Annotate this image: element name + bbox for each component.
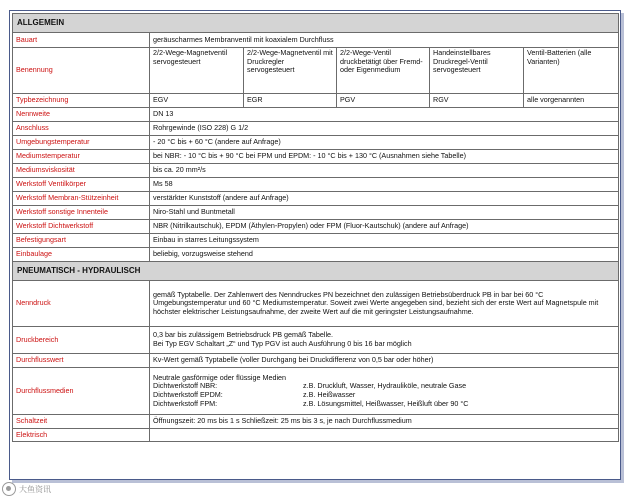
row-value (150, 327, 619, 354)
row-label: Typbezeichnung (13, 94, 150, 108)
row-mediumsviskositaet (13, 164, 619, 178)
row-value: beliebig, vorzugsweise stehend (150, 248, 619, 262)
medien-list (153, 382, 615, 408)
row-label: Bauart (13, 33, 150, 48)
row-label: Schaltzeit (13, 415, 150, 429)
section-title: PNEUMATISCH - HYDRAULISCH (13, 262, 619, 281)
row-value: Einbau in starres Leitungssystem (150, 234, 619, 248)
medien-value: z.B. Druckluft, Wasser, Hydrauliköle, neutrale Gase (303, 381, 467, 391)
row-anschluss (13, 122, 619, 136)
row-label: Nennweite (13, 108, 150, 122)
row-label: Mediumsviskosität (13, 164, 150, 178)
row-value: gemäß Typtabelle. Der Zahlenwert des Nenndruckes PN bezeichnet den zulässigen Betriebsüberdruck PB in bar bei 60 °C Umgebungstemperatur und 60 °C Mediumstemperatur. Soweit zwei Werte angegeben sind, bezieht sich der erste Wert auf Magnetspule mit höchster elektrischer Leistungsaufnahme, der zweite Wert auf die mit geringster Leistungsaufnahme. (150, 281, 619, 327)
row-umgebungstemperatur (13, 136, 619, 150)
row-einbaulage (13, 248, 619, 262)
row-value: DN 13 (150, 108, 619, 122)
row-elektrisch (13, 429, 619, 442)
row-value: NBR (Nitrilkautschuk), EPDM (Äthylen-Propylen) oder FPM (Fluor-Kautschuk) (andere auf Anfrage) (150, 220, 619, 234)
row-value: verstärkter Kunststoff (andere auf Anfrage) (150, 192, 619, 206)
benennung-col: 2/2-Wege-Magnetventil mit Druckregler servogesteuert (244, 48, 337, 94)
row-membran (13, 192, 619, 206)
row-befestigungsart (13, 234, 619, 248)
benennung-col: Handeinstellbares Druckregel-Ventil servogesteuert (430, 48, 524, 94)
medien-value: z.B. Lösungsmittel, Heißwasser, Heißluft über 90 °C (303, 398, 469, 408)
section-title: ALLGEMEIN (13, 14, 619, 33)
row-druckbereich (13, 327, 619, 354)
typ-col: EGR (244, 94, 337, 108)
benennung-col: 2/2-Wege-Magnetventil servogesteuert (150, 48, 244, 94)
row-schaltzeit (13, 415, 619, 429)
row-bauart (13, 33, 619, 48)
druckbereich-line: 0,3 bar bis zulässigem Betriebsdruck PB gemäß Tabelle. (153, 330, 334, 340)
row-label: Druckbereich (13, 327, 150, 354)
row-label: Nenndruck (13, 281, 150, 327)
row-benennung (13, 48, 619, 94)
benennung-col: Ventil-Batterien (alle Varianten) (524, 48, 619, 94)
row-ventilkoerper (13, 178, 619, 192)
row-nennweite (13, 108, 619, 122)
row-label: Werkstoff sonstige Innenteile (13, 206, 150, 220)
typ-col: EGV (150, 94, 244, 108)
watermark (2, 482, 51, 496)
section-allgemein (13, 14, 619, 33)
typ-col: RGV (430, 94, 524, 108)
row-nenndruck (13, 281, 619, 327)
row-value: Öffnungszeit: 20 ms bis 1 s Schließzeit: 25 ms bis 3 s, je nach Durchflussmedium (150, 415, 619, 429)
row-value (150, 429, 619, 442)
medien-key: Dichtwerkstoff NBR: (153, 381, 218, 391)
spec-table (12, 13, 619, 442)
medien-value: z.B. Heißwasser (303, 390, 356, 399)
medien-intro: Neutrale gasförmige oder flüssige Medien (153, 372, 287, 382)
row-label: Werkstoff Membran-Stützeinheit (13, 192, 150, 206)
row-label: Einbaulage (13, 248, 150, 262)
row-mediumstemperatur (13, 150, 619, 164)
row-durchflusswert (13, 354, 619, 368)
row-value: Niro-Stahl und Buntmetall (150, 206, 619, 220)
row-label: Befestigungsart (13, 234, 150, 248)
row-value: bis ca. 20 mm²/s (150, 164, 619, 178)
row-durchflussmedien (13, 368, 619, 415)
row-label: Anschluss (13, 122, 150, 136)
watermark-logo-icon (2, 482, 16, 496)
medien-key: Dichtwerkstoff EPDM: (153, 390, 223, 399)
row-value (150, 368, 619, 415)
typ-col: alle vorgenannten (524, 94, 619, 108)
row-value: - 20 °C bis + 60 °C (andere auf Anfrage) (150, 136, 619, 150)
row-label: Mediumstemperatur (13, 150, 150, 164)
druckbereich-line: Bei Typ EGV Schaltart „Z“ und Typ PGV ist auch Ausführung 0 bis 16 bar möglich (153, 339, 412, 348)
row-label: Elektrisch (13, 429, 150, 442)
row-label: Werkstoff Ventilkörper (13, 178, 150, 192)
row-dichtwerkstoff (13, 220, 619, 234)
row-label: Durchflussmedien (13, 368, 150, 415)
row-label: Durchflusswert (13, 354, 150, 368)
typ-col: PGV (337, 94, 430, 108)
row-label: Benennung (13, 48, 150, 94)
row-value: Kv-Wert gemäß Typtabelle (voller Durchgang bei Druckdifferenz von 0,5 bar oder höher) (150, 354, 619, 368)
row-typ (13, 94, 619, 108)
section-pneumatisch (13, 262, 619, 281)
row-value: Rohrgewinde (ISO 228) G 1/2 (150, 122, 619, 136)
row-innenteile (13, 206, 619, 220)
row-label: Werkstoff Dichtwerkstoff (13, 220, 150, 234)
row-label: Umgebungstemperatur (13, 136, 150, 150)
benennung-col: 2/2-Wege-Ventil druckbetätigt über Fremd- oder Eigenmedium (337, 48, 430, 94)
watermark-text: 大鱼资讯 (19, 484, 51, 494)
row-value: geräuscharmes Membranventil mit koaxialem Durchfluss (150, 33, 619, 48)
row-value: bei NBR: - 10 °C bis + 90 °C bei FPM und EPDM: - 10 °C bis + 130 °C (Ausnahmen siehe Tabelle) (150, 150, 619, 164)
medien-key: Dichtwerkstoff FPM: (153, 398, 218, 408)
row-value: Ms 58 (150, 178, 619, 192)
